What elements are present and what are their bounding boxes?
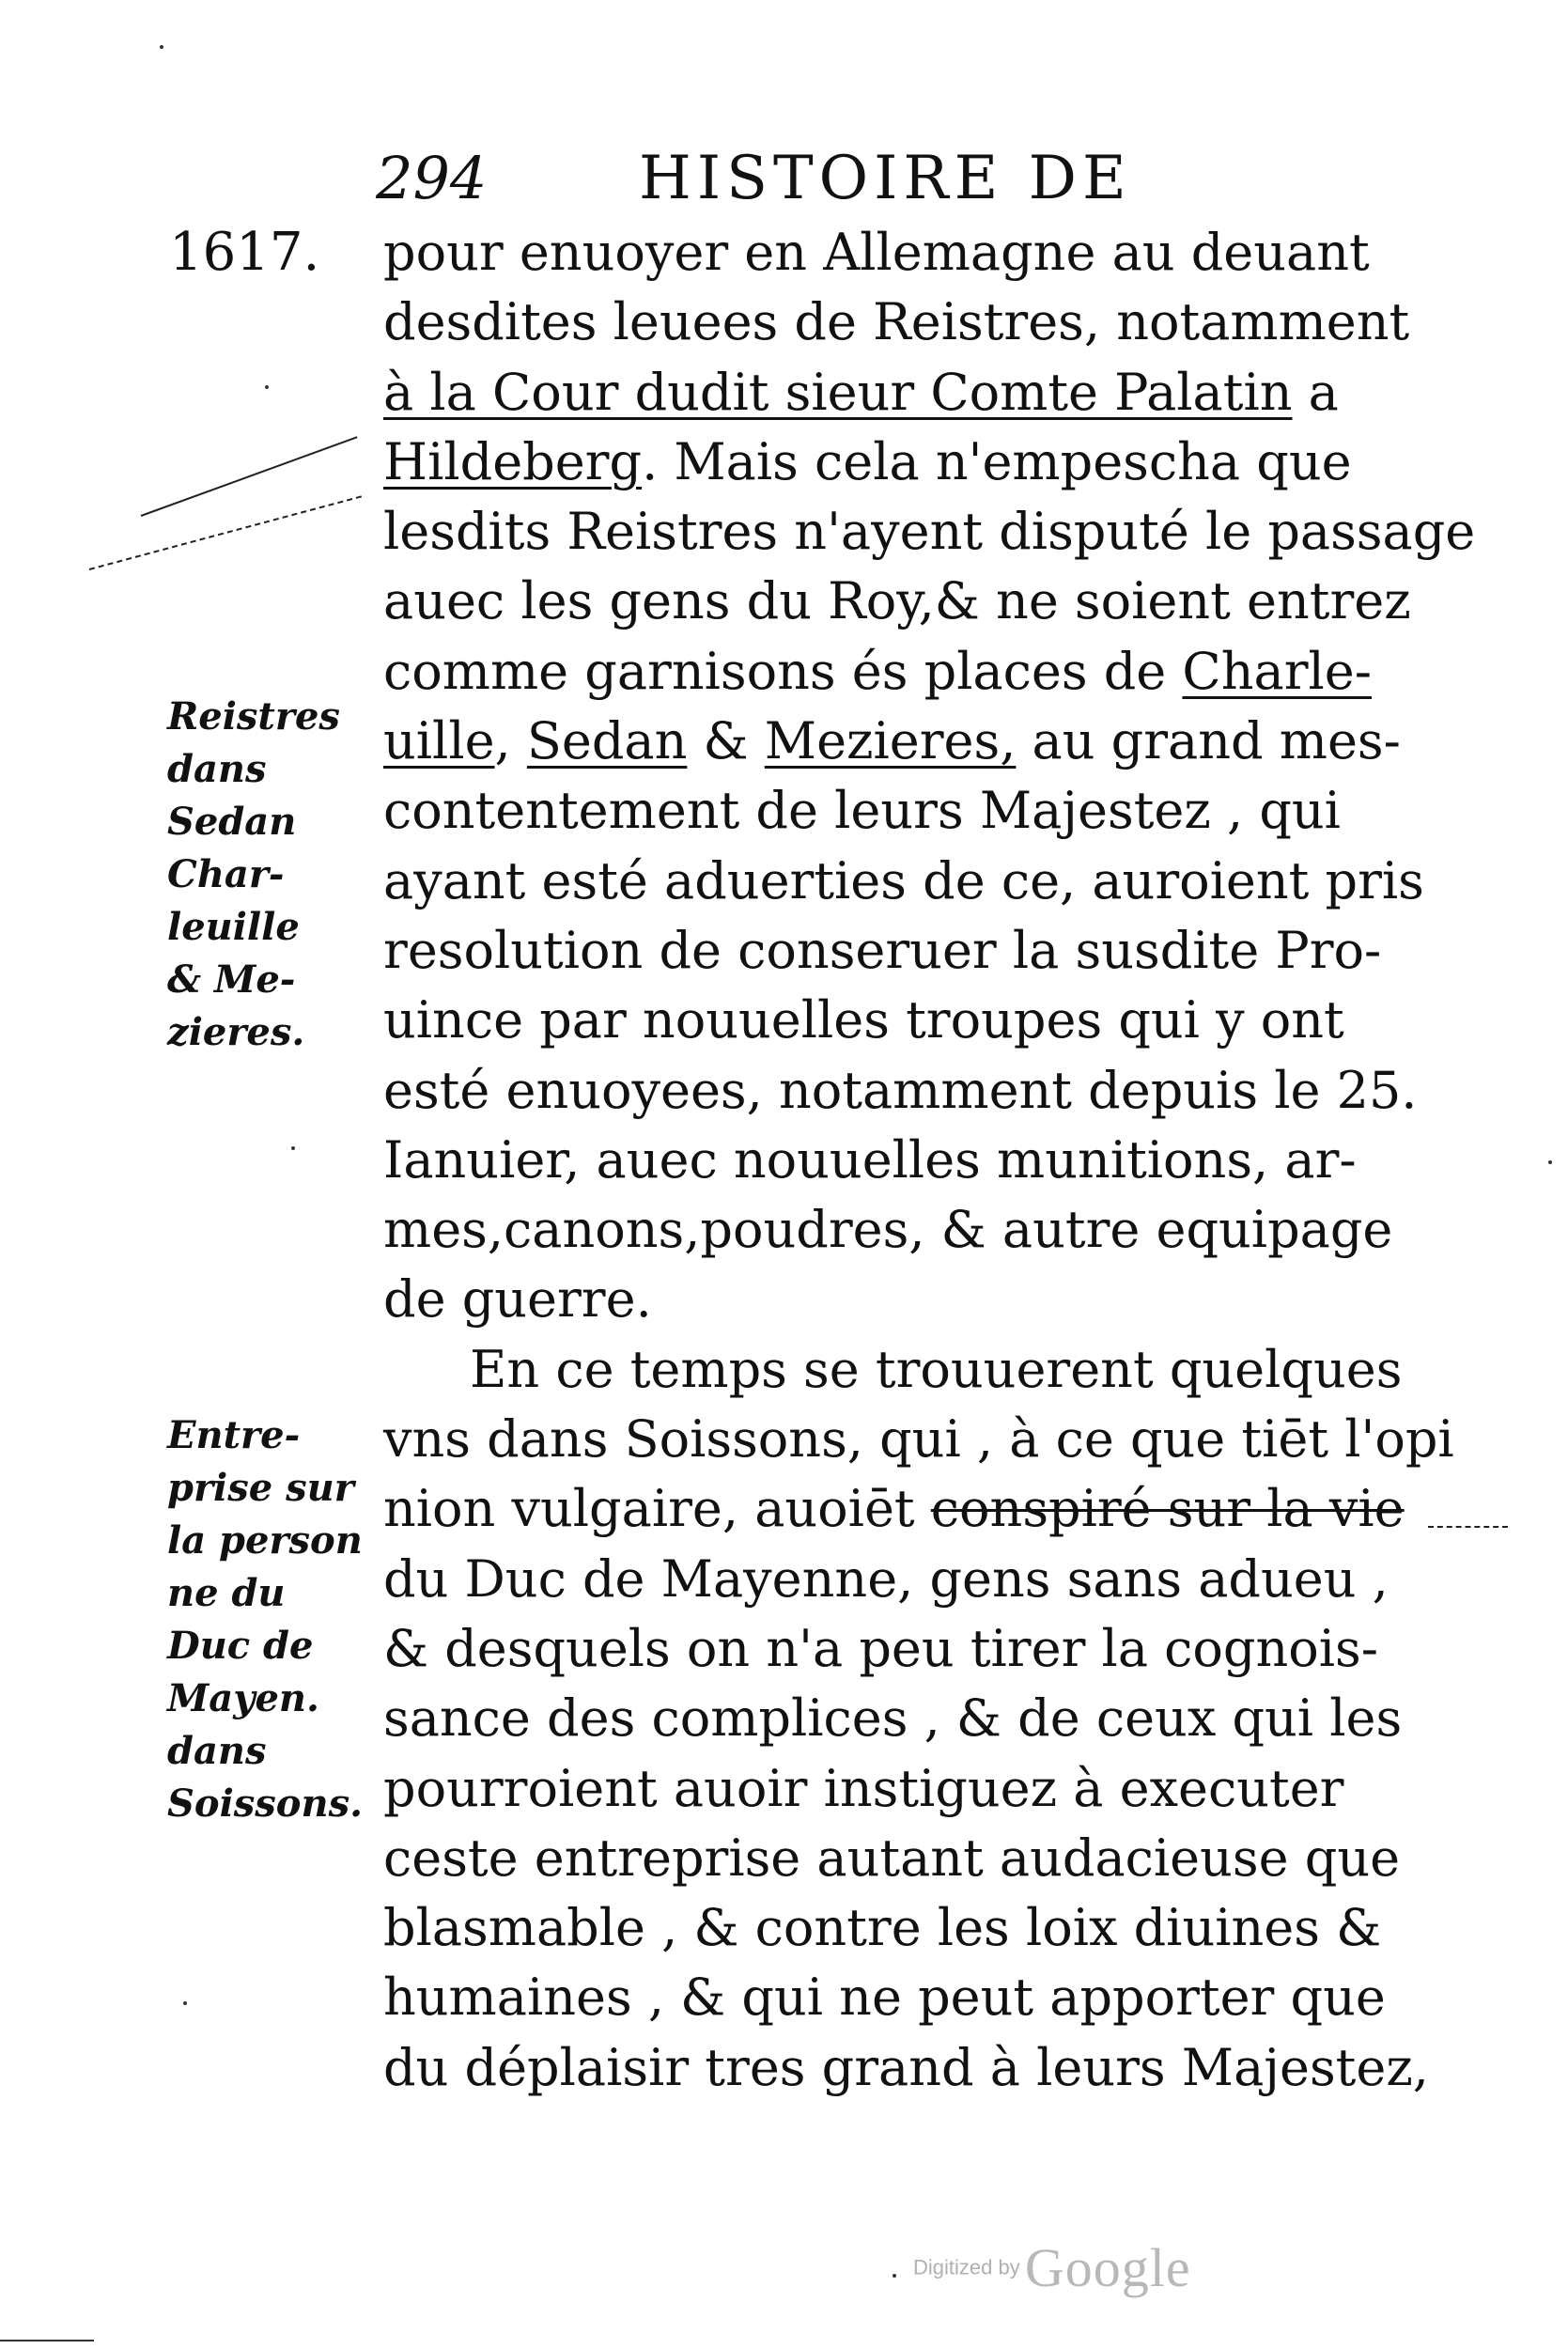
text-line: ayant esté aduerties de ce, auroient pris [383,850,1424,910]
scan-speck [1548,1160,1552,1164]
text-line: uince par nouuelles troupes qui y ont [383,990,1344,1050]
margin-note-line: dans [167,747,267,791]
text-line: desdites leuees de Reistres, notamment [383,292,1410,352]
margin-note-line: ne du [167,1571,286,1615]
text-line [383,637,1417,707]
google-logo: Google [1024,2237,1191,2298]
text-line: sance des complices , & de ceux qui les [383,1688,1403,1749]
underlined-place-name: uille [383,711,495,771]
text-line: auec les gens du Roy,& ne soient entrez [383,571,1411,631]
text-span: & [687,711,765,771]
text-line: resolution de conseruer la susdite Pro- [383,920,1382,980]
margin-note-line: la person [167,1518,363,1563]
text-line: ceste entreprise autant audacieuse que [383,1828,1401,1888]
paragraph-start-line: En ce temps se trouuerent quelques [470,1339,1403,1399]
margin-note-line: Soissons. [167,1781,364,1826]
digitization-watermark [913,2236,1191,2311]
margin-note-line: & Me- [167,957,296,1002]
margin-note-entreprise [167,1409,364,1830]
running-head: HISTOIRE DE [639,144,1132,213]
margin-note-line: Reistres [167,694,340,739]
text-line: blasmable , & contre les loix diuines & [383,1898,1382,1958]
scan-speck [291,1146,295,1150]
text-line [383,707,1417,776]
page-number: 294 [376,144,488,212]
scan-speck [160,45,163,49]
margin-note-reistres [167,691,355,1059]
margin-note-line: Char- [167,852,285,896]
text-span: comme garnisons és places de [383,641,1183,701]
margin-note-line: dans [167,1729,267,1773]
margin-note-line: Entre- [167,1413,301,1457]
text-line: Ianuier, auec nouuelles munitions, ar- [383,1129,1357,1190]
text-span: a [1292,362,1339,422]
text-line: du Duc de Mayenne, gens sans adueu , [383,1548,1389,1609]
underlined-place-name: Charle- [1182,641,1372,701]
margin-note-line: Sedan [167,800,297,844]
underlined-place-name: Sedan [526,711,688,771]
text-line: vns dans Soissons, qui , à ce que tiēt l'opi [383,1409,1454,1470]
pen-stroke-right [1428,1526,1508,1528]
margin-note-line: zieres. [167,1010,305,1054]
body-text [383,218,1476,2103]
underlined-place-name: Hildeberg [383,431,643,491]
text-line: contentement de leurs Majestez , qui [383,781,1341,841]
scan-speck [183,2001,187,2005]
pen-stroke-lower [89,495,362,570]
text-line: lesdits Reistres n'ayent disputé le passage [383,502,1476,562]
text-line: pour enuoyer en Allemagne au deuant [383,223,1370,282]
text-line: de guerre. [383,1269,652,1330]
struck-through-phrase: conspiré sur la vie [930,1479,1405,1539]
page-header [376,141,1334,216]
underlined-phrase: à la Cour dudit sieur Comte Palatin [383,362,1293,422]
text-span: nion vulgaire, auoiēt [383,1479,931,1539]
text-span: , [494,711,527,771]
margin-note-line: Mayen. [167,1676,319,1720]
text-span: . Mais cela n'empescha que [642,431,1352,491]
text-line: du déplaisir tres grand à leurs Majestez, [383,2037,1429,2097]
margin-note-line: Duc de [167,1624,314,1668]
underlined-place-name: Mezieres, [764,711,1017,771]
text-line: esté enuoyees, notamment depuis le 25. [383,1060,1418,1120]
margin-note-line: leuille [167,905,300,949]
digitized-by-label: Digitized by [913,2255,1020,2279]
scan-speck [265,385,269,389]
text-line: pourroient auoir instiguez à executer [383,1758,1344,1818]
text-line: mes,canons,poudres, & autre equipage [383,1200,1393,1260]
text-line [383,428,1417,497]
text-span: au grand mes- [1016,711,1401,771]
text-line: & desquels on n'a peu tirer la cognois- [383,1618,1379,1678]
scan-edge-rule [0,2340,94,2341]
text-line [383,358,1417,428]
margin-year: 1617. [169,222,320,283]
text-line [383,1474,1417,1544]
scan-speck [893,2274,896,2278]
text-line: humaines , & qui ne peut apporter que [383,1968,1386,2028]
margin-note-line: prise sur [167,1466,354,1510]
